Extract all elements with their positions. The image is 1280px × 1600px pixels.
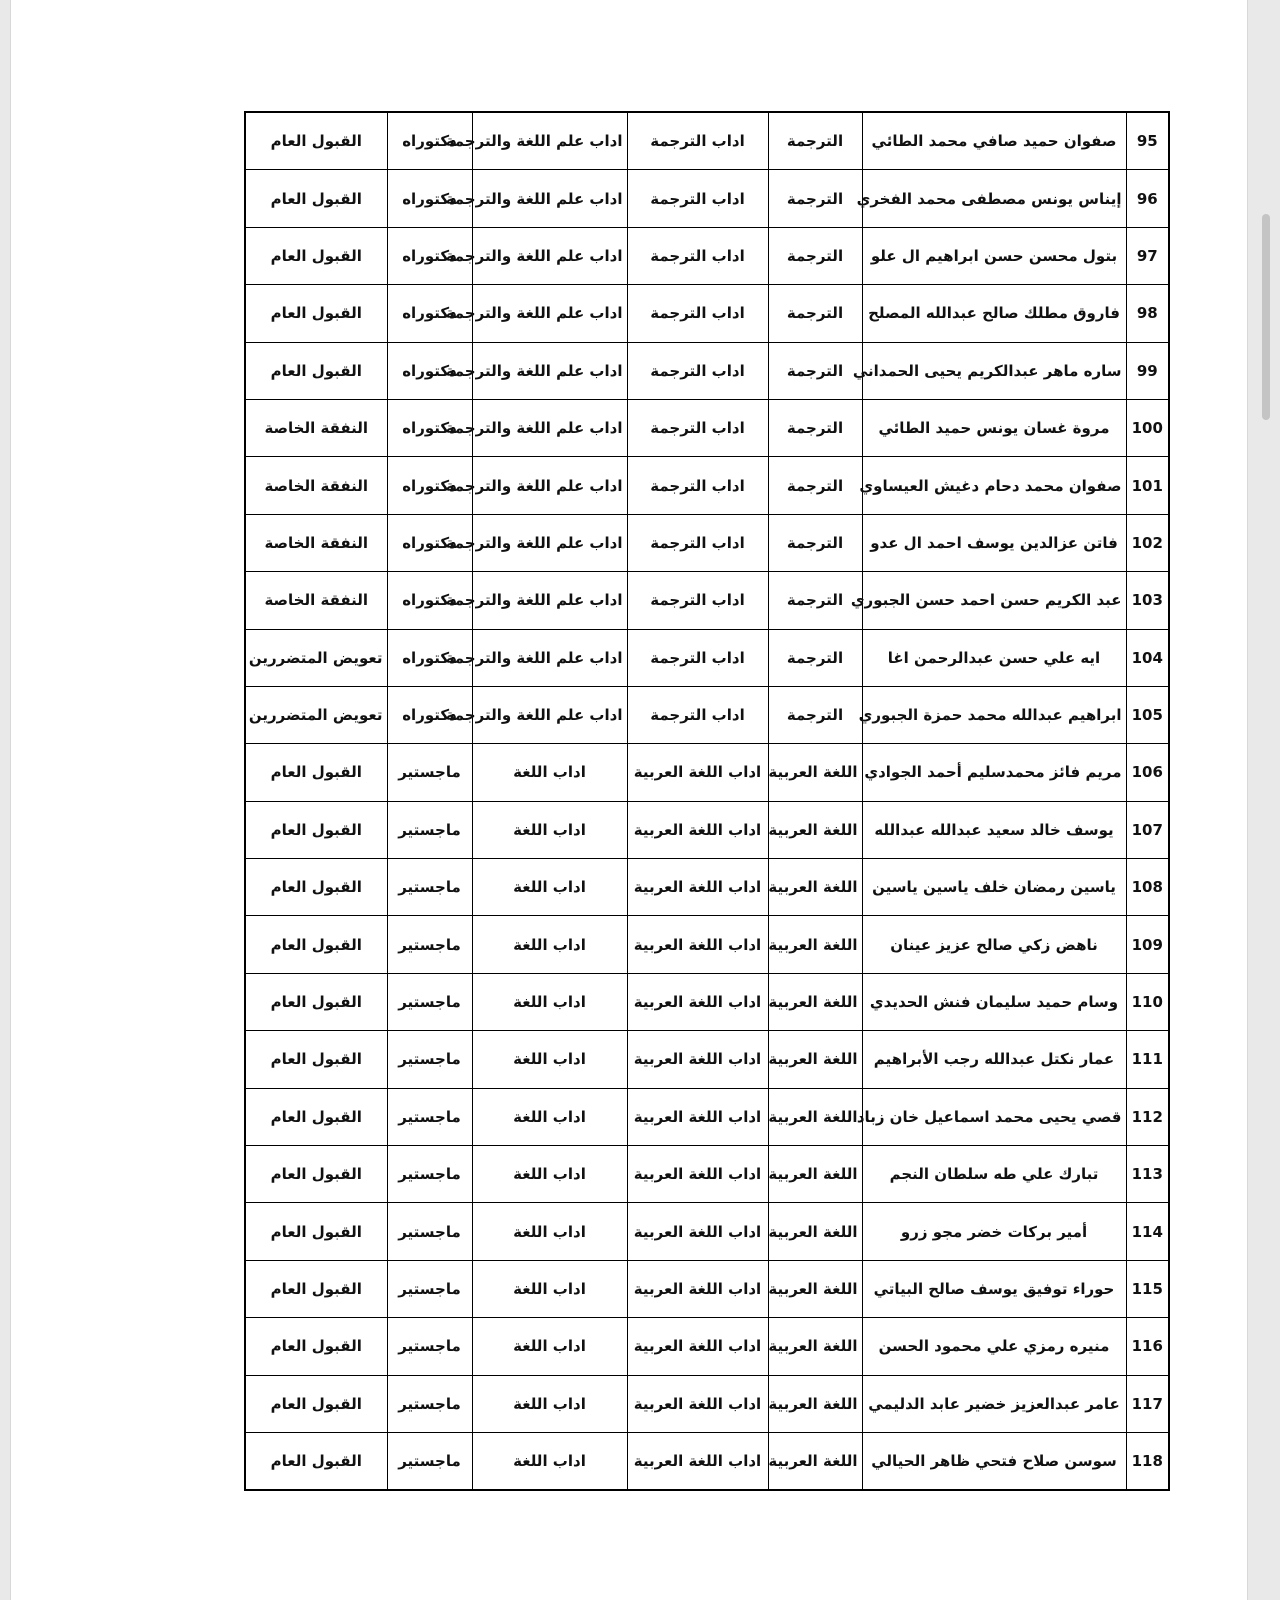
specialization: اداب اللغة العربية bbox=[627, 1318, 768, 1375]
table-row bbox=[245, 801, 1169, 858]
department: اللغة العربية bbox=[768, 1146, 862, 1203]
degree: دكتوراه bbox=[387, 686, 472, 743]
row-number: 107 bbox=[1126, 801, 1169, 858]
admission-channel: القبول العام bbox=[245, 1146, 387, 1203]
specialization: اداب اللغة العربية bbox=[627, 801, 768, 858]
admission-channel: القبول العام bbox=[245, 1432, 387, 1490]
admission-channel: القبول العام bbox=[245, 170, 387, 227]
student-name: وسام حميد سليمان فنش الحديدي bbox=[862, 973, 1126, 1030]
department: الترجمة bbox=[768, 629, 862, 686]
department: اللغة العربية bbox=[768, 1375, 862, 1432]
table-row bbox=[245, 399, 1169, 456]
admission-channel: القبول العام bbox=[245, 227, 387, 284]
specialization: اداب الترجمة bbox=[627, 686, 768, 743]
field-of-study: اداب اللغة bbox=[472, 1260, 627, 1317]
admission-channel: القبول العام bbox=[245, 744, 387, 801]
row-number: 118 bbox=[1126, 1432, 1169, 1490]
field-of-study: اداب علم اللغة والترجمة bbox=[472, 227, 627, 284]
field-of-study: اداب اللغة bbox=[472, 859, 627, 916]
table-row bbox=[245, 916, 1169, 973]
field-of-study: اداب اللغة bbox=[472, 1432, 627, 1490]
degree: ماجستير bbox=[387, 859, 472, 916]
row-number: 113 bbox=[1126, 1146, 1169, 1203]
department: الترجمة bbox=[768, 572, 862, 629]
department: اللغة العربية bbox=[768, 744, 862, 801]
table-row bbox=[245, 1318, 1169, 1375]
degree: ماجستير bbox=[387, 1375, 472, 1432]
table-row bbox=[245, 686, 1169, 743]
table-row bbox=[245, 973, 1169, 1030]
admission-channel: النفقة الخاصة bbox=[245, 572, 387, 629]
specialization: اداب اللغة العربية bbox=[627, 1432, 768, 1490]
document-page bbox=[10, 0, 1248, 1600]
degree: دكتوراه bbox=[387, 170, 472, 227]
student-name: تبارك علي طه سلطان النجم bbox=[862, 1146, 1126, 1203]
student-name: ساره ماهر عبدالكريم يحيى الحمداني bbox=[862, 342, 1126, 399]
degree: ماجستير bbox=[387, 1031, 472, 1088]
row-number: 106 bbox=[1126, 744, 1169, 801]
department: الترجمة bbox=[768, 399, 862, 456]
department: اللغة العربية bbox=[768, 801, 862, 858]
specialization: اداب اللغة العربية bbox=[627, 973, 768, 1030]
specialization: اداب اللغة العربية bbox=[627, 859, 768, 916]
department: الترجمة bbox=[768, 112, 862, 170]
field-of-study: اداب علم اللغة والترجمة bbox=[472, 170, 627, 227]
row-number: 114 bbox=[1126, 1203, 1169, 1260]
student-name: سوسن صلاح فتحي ظاهر الحيالي bbox=[862, 1432, 1126, 1490]
department: اللغة العربية bbox=[768, 1088, 862, 1145]
department: اللغة العربية bbox=[768, 859, 862, 916]
table-row bbox=[245, 744, 1169, 801]
specialization: اداب الترجمة bbox=[627, 572, 768, 629]
field-of-study: اداب اللغة bbox=[472, 973, 627, 1030]
row-number: 97 bbox=[1126, 227, 1169, 284]
degree: ماجستير bbox=[387, 1432, 472, 1490]
row-number: 96 bbox=[1126, 170, 1169, 227]
student-name: إيناس يونس مصطفى محمد الفخري bbox=[862, 170, 1126, 227]
department: اللغة العربية bbox=[768, 1432, 862, 1490]
field-of-study: اداب اللغة bbox=[472, 1203, 627, 1260]
row-number: 108 bbox=[1126, 859, 1169, 916]
table-row bbox=[245, 572, 1169, 629]
specialization: اداب الترجمة bbox=[627, 399, 768, 456]
field-of-study: اداب علم اللغة والترجمة bbox=[472, 629, 627, 686]
admission-channel: تعويض المتضررين bbox=[245, 629, 387, 686]
student-name: بتول محسن حسن ابراهيم ال علو bbox=[862, 227, 1126, 284]
row-number: 116 bbox=[1126, 1318, 1169, 1375]
student-name: مروة غسان يونس حميد الطائي bbox=[862, 399, 1126, 456]
student-name: عمار نكتل عبدالله رجب الأبراهيم bbox=[862, 1031, 1126, 1088]
field-of-study: اداب علم اللغة والترجمة bbox=[472, 457, 627, 514]
table-body bbox=[245, 112, 1169, 1490]
admission-channel: القبول العام bbox=[245, 112, 387, 170]
student-name: ابراهيم عبدالله محمد حمزة الجبوري bbox=[862, 686, 1126, 743]
degree: ماجستير bbox=[387, 973, 472, 1030]
department: اللغة العربية bbox=[768, 916, 862, 973]
admissions-table bbox=[244, 111, 1170, 1491]
admission-channel: النفقة الخاصة bbox=[245, 457, 387, 514]
student-name: ناهض زكي صالح عزيز عينان bbox=[862, 916, 1126, 973]
scrollbar-thumb[interactable] bbox=[1262, 214, 1270, 420]
table-row bbox=[245, 227, 1169, 284]
student-name: أمير بركات خضر مجو زرو bbox=[862, 1203, 1126, 1260]
table-row bbox=[245, 859, 1169, 916]
degree: ماجستير bbox=[387, 916, 472, 973]
table-row bbox=[245, 1088, 1169, 1145]
table-row bbox=[245, 514, 1169, 571]
student-name: حوراء توفيق يوسف صالح البياتي bbox=[862, 1260, 1126, 1317]
student-name: مريم فائز محمدسليم أحمد الجوادي bbox=[862, 744, 1126, 801]
admission-channel: القبول العام bbox=[245, 1318, 387, 1375]
field-of-study: اداب اللغة bbox=[472, 1031, 627, 1088]
row-number: 117 bbox=[1126, 1375, 1169, 1432]
field-of-study: اداب علم اللغة والترجمة bbox=[472, 514, 627, 571]
field-of-study: اداب علم اللغة والترجمة bbox=[472, 342, 627, 399]
table-row bbox=[245, 170, 1169, 227]
department: الترجمة bbox=[768, 285, 862, 342]
degree: دكتوراه bbox=[387, 227, 472, 284]
row-number: 110 bbox=[1126, 973, 1169, 1030]
row-number: 112 bbox=[1126, 1088, 1169, 1145]
field-of-study: اداب علم اللغة والترجمة bbox=[472, 572, 627, 629]
degree: ماجستير bbox=[387, 1203, 472, 1260]
table-row bbox=[245, 1031, 1169, 1088]
field-of-study: اداب علم اللغة والترجمة bbox=[472, 112, 627, 170]
table-row bbox=[245, 457, 1169, 514]
specialization: اداب الترجمة bbox=[627, 170, 768, 227]
row-number: 101 bbox=[1126, 457, 1169, 514]
row-number: 100 bbox=[1126, 399, 1169, 456]
student-name: منيره رمزي علي محمود الحسن bbox=[862, 1318, 1126, 1375]
student-name: عبد الكريم حسن احمد حسن الجبوري bbox=[862, 572, 1126, 629]
student-name: صفوان حميد صافي محمد الطائي bbox=[862, 112, 1126, 170]
student-name: فاروق مطلك صالح عبدالله المصلح bbox=[862, 285, 1126, 342]
degree: دكتوراه bbox=[387, 514, 472, 571]
department: الترجمة bbox=[768, 227, 862, 284]
department: اللغة العربية bbox=[768, 973, 862, 1030]
admission-channel: القبول العام bbox=[245, 1203, 387, 1260]
student-name: ياسين رمضان خلف ياسين ياسين bbox=[862, 859, 1126, 916]
row-number: 109 bbox=[1126, 916, 1169, 973]
admission-channel: القبول العام bbox=[245, 916, 387, 973]
table-row bbox=[245, 112, 1169, 170]
degree: دكتوراه bbox=[387, 112, 472, 170]
department: الترجمة bbox=[768, 514, 862, 571]
degree: دكتوراه bbox=[387, 285, 472, 342]
row-number: 103 bbox=[1126, 572, 1169, 629]
field-of-study: اداب اللغة bbox=[472, 1146, 627, 1203]
admission-channel: النفقة الخاصة bbox=[245, 514, 387, 571]
table-row bbox=[245, 1375, 1169, 1432]
field-of-study: اداب اللغة bbox=[472, 1375, 627, 1432]
degree: ماجستير bbox=[387, 1088, 472, 1145]
specialization: اداب اللغة العربية bbox=[627, 1031, 768, 1088]
row-number: 105 bbox=[1126, 686, 1169, 743]
degree: ماجستير bbox=[387, 1318, 472, 1375]
department: الترجمة bbox=[768, 170, 862, 227]
field-of-study: اداب اللغة bbox=[472, 1318, 627, 1375]
specialization: اداب اللغة العربية bbox=[627, 1260, 768, 1317]
admission-channel: القبول العام bbox=[245, 285, 387, 342]
specialization: اداب الترجمة bbox=[627, 112, 768, 170]
degree: ماجستير bbox=[387, 744, 472, 801]
student-name: عامر عبدالعزيز خضير عابد الدليمي bbox=[862, 1375, 1126, 1432]
row-number: 102 bbox=[1126, 514, 1169, 571]
department: اللغة العربية bbox=[768, 1203, 862, 1260]
admission-channel: القبول العام bbox=[245, 1031, 387, 1088]
admission-channel: القبول العام bbox=[245, 1088, 387, 1145]
field-of-study: اداب اللغة bbox=[472, 744, 627, 801]
student-name: صفوان محمد دحام دغيش العيساوي bbox=[862, 457, 1126, 514]
field-of-study: اداب علم اللغة والترجمة bbox=[472, 686, 627, 743]
degree: ماجستير bbox=[387, 1260, 472, 1317]
specialization: اداب اللغة العربية bbox=[627, 1088, 768, 1145]
student-name: يوسف خالد سعيد عبدالله عبدالله bbox=[862, 801, 1126, 858]
field-of-study: اداب اللغة bbox=[472, 1088, 627, 1145]
specialization: اداب الترجمة bbox=[627, 457, 768, 514]
specialization: اداب الترجمة bbox=[627, 285, 768, 342]
table-row bbox=[245, 1146, 1169, 1203]
field-of-study: اداب علم اللغة والترجمة bbox=[472, 285, 627, 342]
student-name: ايه علي حسن عبدالرحمن اغا bbox=[862, 629, 1126, 686]
degree: دكتوراه bbox=[387, 457, 472, 514]
row-number: 98 bbox=[1126, 285, 1169, 342]
specialization: اداب اللغة العربية bbox=[627, 916, 768, 973]
field-of-study: اداب اللغة bbox=[472, 916, 627, 973]
admission-channel: القبول العام bbox=[245, 1375, 387, 1432]
degree: دكتوراه bbox=[387, 342, 472, 399]
degree: دكتوراه bbox=[387, 399, 472, 456]
department: الترجمة bbox=[768, 457, 862, 514]
department: اللغة العربية bbox=[768, 1260, 862, 1317]
degree: دكتوراه bbox=[387, 629, 472, 686]
row-number: 104 bbox=[1126, 629, 1169, 686]
department: الترجمة bbox=[768, 342, 862, 399]
student-name: فاتن عزالدين يوسف احمد ال عدو bbox=[862, 514, 1126, 571]
admission-channel: القبول العام bbox=[245, 1260, 387, 1317]
admission-channel: تعويض المتضررين bbox=[245, 686, 387, 743]
specialization: اداب الترجمة bbox=[627, 342, 768, 399]
table-row bbox=[245, 1260, 1169, 1317]
table-row bbox=[245, 629, 1169, 686]
degree: دكتوراه bbox=[387, 572, 472, 629]
field-of-study: اداب اللغة bbox=[472, 801, 627, 858]
admission-channel: القبول العام bbox=[245, 973, 387, 1030]
table-row bbox=[245, 342, 1169, 399]
specialization: اداب اللغة العربية bbox=[627, 1203, 768, 1260]
row-number: 111 bbox=[1126, 1031, 1169, 1088]
table-row bbox=[245, 1203, 1169, 1260]
degree: ماجستير bbox=[387, 1146, 472, 1203]
admission-channel: النفقة الخاصة bbox=[245, 399, 387, 456]
row-number: 99 bbox=[1126, 342, 1169, 399]
specialization: اداب اللغة العربية bbox=[627, 1375, 768, 1432]
specialization: اداب الترجمة bbox=[627, 629, 768, 686]
table-row bbox=[245, 285, 1169, 342]
admission-channel: القبول العام bbox=[245, 859, 387, 916]
field-of-study: اداب علم اللغة والترجمة bbox=[472, 399, 627, 456]
row-number: 95 bbox=[1126, 112, 1169, 170]
table-row bbox=[245, 1432, 1169, 1490]
specialization: اداب الترجمة bbox=[627, 514, 768, 571]
admission-channel: القبول العام bbox=[245, 801, 387, 858]
department: الترجمة bbox=[768, 686, 862, 743]
department: اللغة العربية bbox=[768, 1318, 862, 1375]
specialization: اداب الترجمة bbox=[627, 227, 768, 284]
student-name: قصي يحيى محمد اسماعيل خان زباد bbox=[862, 1088, 1126, 1145]
specialization: اداب اللغة العربية bbox=[627, 744, 768, 801]
admission-channel: القبول العام bbox=[245, 342, 387, 399]
degree: ماجستير bbox=[387, 801, 472, 858]
specialization: اداب اللغة العربية bbox=[627, 1146, 768, 1203]
department: اللغة العربية bbox=[768, 1031, 862, 1088]
row-number: 115 bbox=[1126, 1260, 1169, 1317]
